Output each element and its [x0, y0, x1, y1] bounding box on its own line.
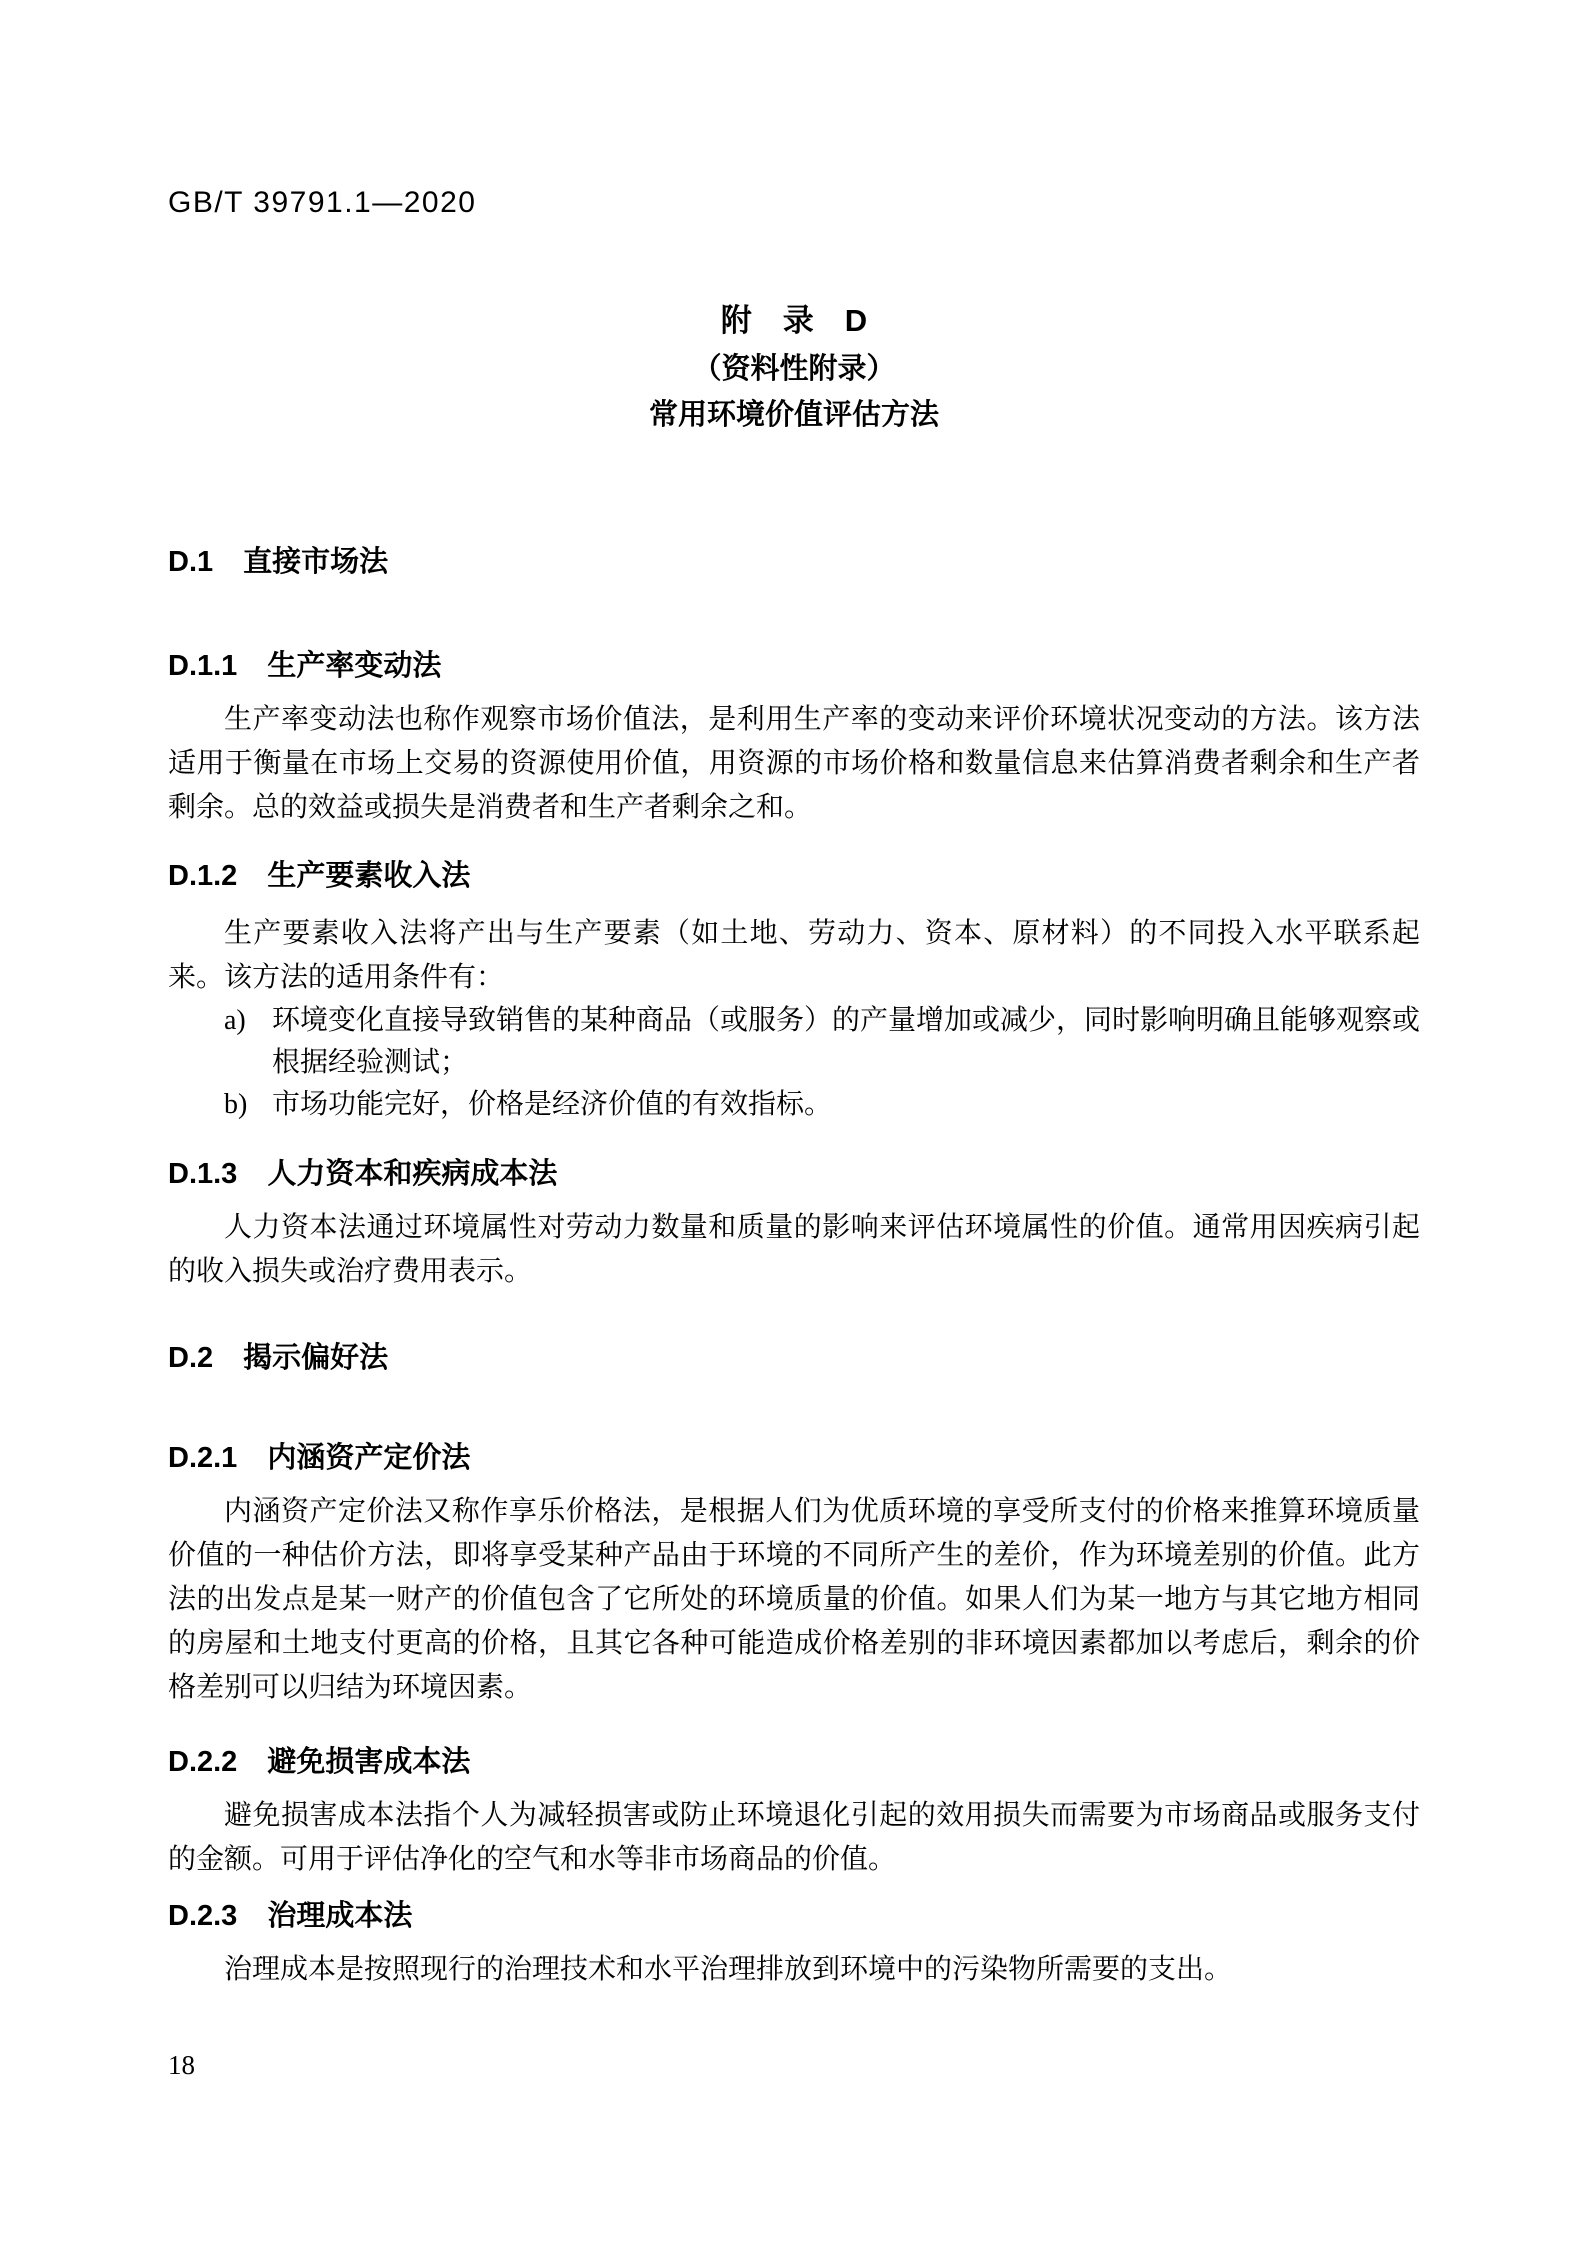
appendix-title-name: 常用环境价值评估方法: [648, 399, 939, 431]
appendix-title-block: [168, 302, 1420, 432]
section-number: D.1.3: [168, 1158, 238, 1190]
condition-list-d12: [168, 1000, 1420, 1126]
paragraph-d22: 避免损害成本法指个人为减轻损害或防止环境退化引起的效用损失而需要为市场商品或服务支付的金额。可用于评估净化的空气和水等非市场商品的价值。: [168, 1800, 1420, 1875]
section-title: 人力资本和疾病成本法: [267, 1158, 558, 1190]
section-title: 内涵资产定价法: [267, 1442, 471, 1474]
section-heading-d13: [168, 1156, 1420, 1192]
paragraph-d13: 人力资本法通过环境属性对劳动力数量和质量的影响来评估环境属性的价值。通常用因疾病引起的收入损失或治疗费用表示。: [168, 1212, 1420, 1287]
section-number: D.2: [168, 1342, 214, 1374]
section-number: D.1.1: [168, 650, 238, 682]
paragraph-d21: 内涵资产定价法又称作享乐价格法，是根据人们为优质环境的享受所支付的价格来推算环境质量价值的一种估价方法，即将享受某种产品由于环境的不同所产生的差价，作为环境差别的价值。此方法的出发点是某一财产的价值包含了它所处的环境质量的价值。如果人们为某一地方与其它地方相同的房屋和土地支付更高的价格，且其它各种可能造成价格差别的非环境因素都加以考虑后，剩余的价格差别可以归结为环境因素。: [168, 1496, 1420, 1703]
section-heading-d22: [168, 1744, 1420, 1780]
standard-number-header: GB/T 39791.1—2020: [168, 186, 477, 219]
section-title: 揭示偏好法: [243, 1342, 389, 1374]
section-title: 生产要素收入法: [267, 860, 471, 892]
section-heading-d2: [168, 1340, 1420, 1376]
section-heading-d23: [168, 1898, 1420, 1934]
section-heading-d12: [168, 858, 1420, 894]
section-number: D.2.2: [168, 1746, 238, 1778]
section-number: D.1.2: [168, 860, 238, 892]
paragraph-d23: 治理成本是按照现行的治理技术和水平治理排放到环境中的污染物所需要的支出。: [224, 1954, 1233, 1985]
section-number: D.1: [168, 546, 214, 578]
appendix-title-note: （资料性附录）: [692, 353, 896, 385]
section-number: D.2.3: [168, 1900, 238, 1932]
section-heading-d1: [168, 544, 1420, 580]
section-title: 直接市场法: [243, 546, 389, 578]
list-text: 市场功能完好，价格是经济价值的有效指标。: [272, 1089, 833, 1120]
list-marker: b): [224, 1089, 248, 1120]
list-text: 环境变化直接导致销售的某种商品（或服务）的产量增加或减少，同时影响明确且能够观察或根据经验测试；: [272, 1005, 1421, 1078]
section-title: 避免损害成本法: [267, 1746, 471, 1778]
section-heading-d21: [168, 1440, 1420, 1476]
section-number: D.2.1: [168, 1442, 238, 1474]
list-item: [168, 1084, 1420, 1126]
page-number: 18: [168, 2050, 195, 2080]
list-marker: a): [224, 1005, 246, 1036]
list-item: [168, 1000, 1420, 1084]
appendix-title: 附 录 D: [720, 303, 868, 338]
paragraph-d11: 生产率变动法也称作观察市场价值法，是利用生产率的变动来评价环境状况变动的方法。该方法适用于衡量在市场上交易的资源使用价值，用资源的市场价格和数量信息来估算消费者剩余和生产者剩余。总的效益或损失是消费者和生产者剩余之和。: [168, 704, 1420, 823]
section-title: 治理成本法: [267, 1900, 413, 1932]
paragraph-d12-intro: 生产要素收入法将产出与生产要素（如土地、劳动力、资本、原材料）的不同投入水平联系起来。该方法的适用条件有：: [168, 918, 1420, 993]
section-title: 生产率变动法: [267, 650, 442, 682]
section-heading-d11: [168, 648, 1420, 684]
